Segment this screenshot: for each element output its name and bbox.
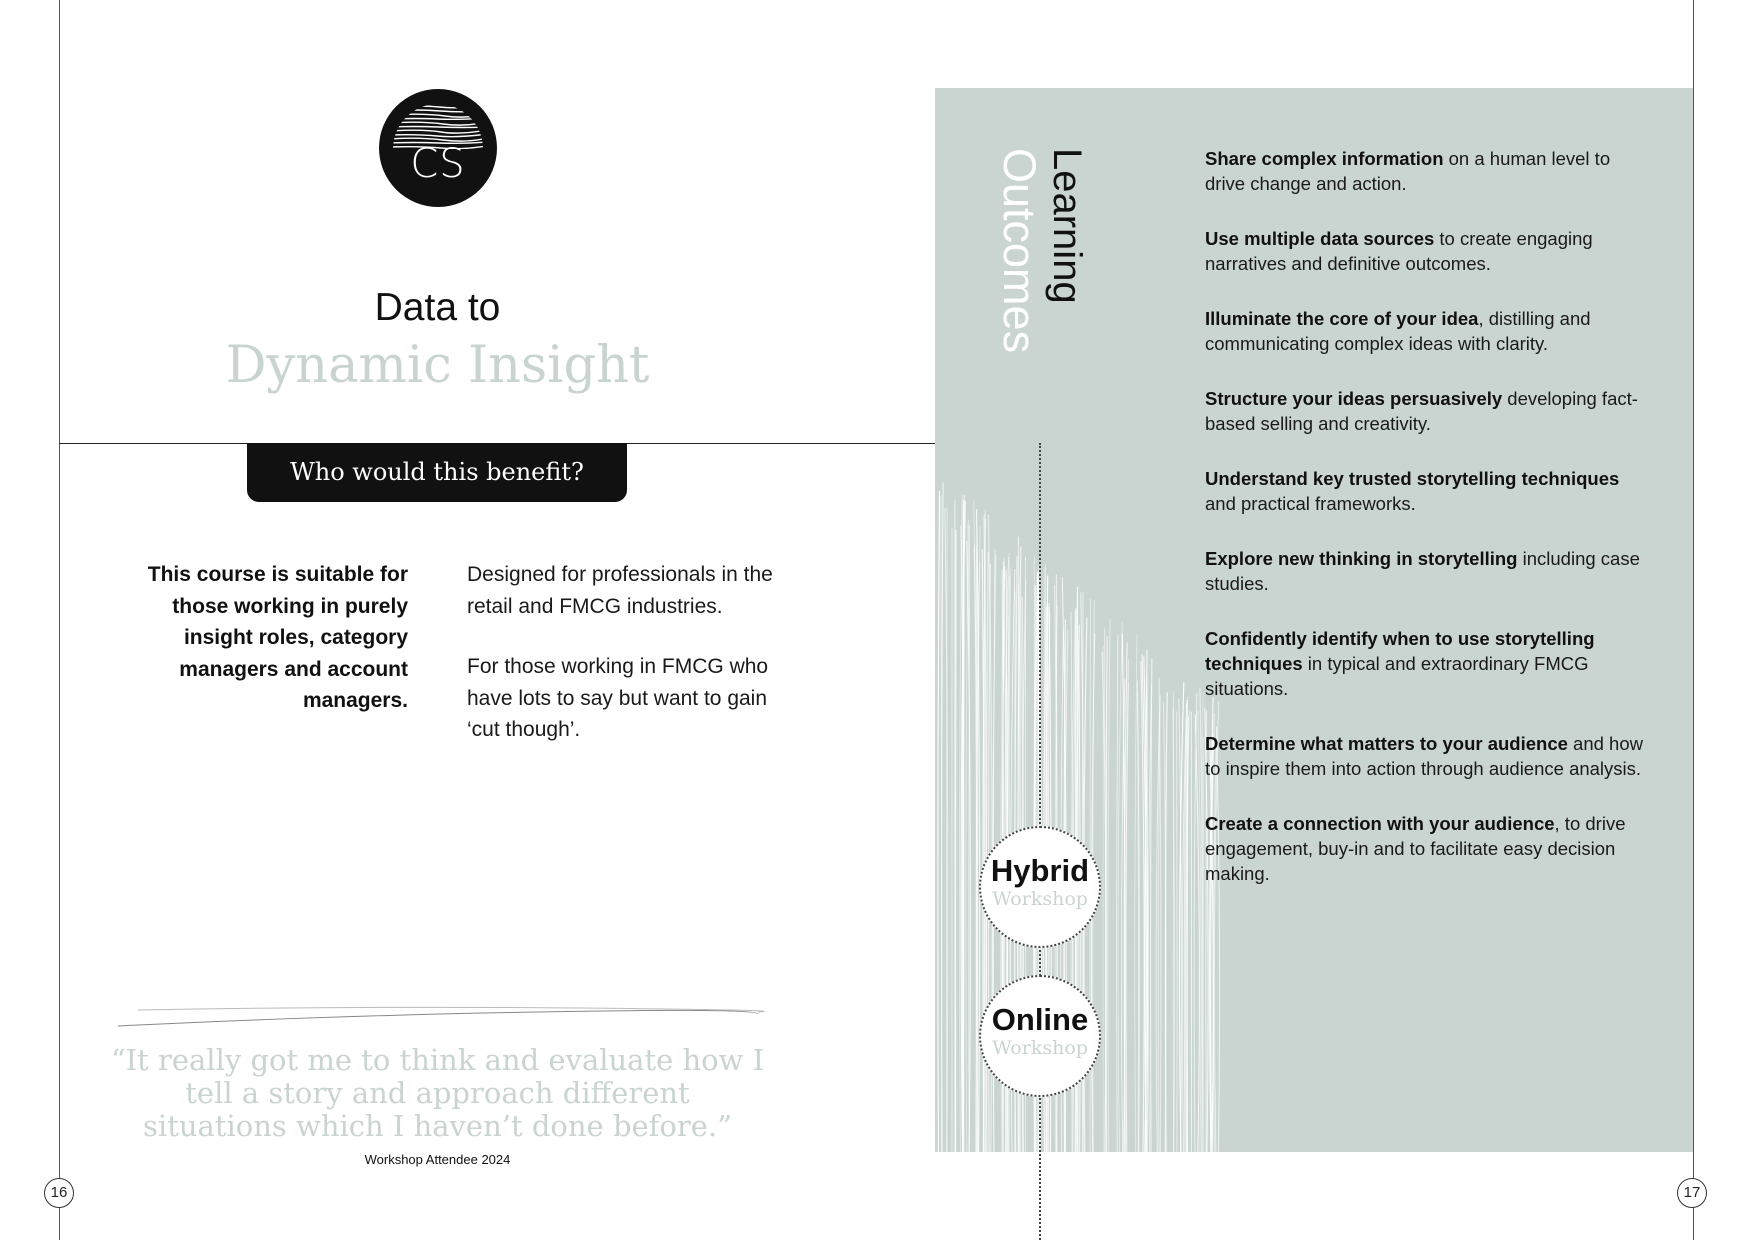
designed-text: [467, 559, 797, 746]
outcome-rest: and how to inspire them into action through audience analysis.: [1205, 733, 1643, 779]
outcome-bold: Explore new thinking in storytelling: [1205, 548, 1518, 569]
outcome-item: [1205, 306, 1650, 356]
badge-title: Hybrid: [990, 853, 1090, 888]
outcomes-list: [1205, 146, 1650, 886]
outcome-bold: Create a connection with your audience: [1205, 813, 1555, 834]
outcome-rest: , to drive engagement, buy-in and to facilitate easy decision making.: [1205, 813, 1626, 884]
badge-title: Online: [991, 1002, 1089, 1037]
designed-paragraph: For those working in FMCG who have lots to say but want to gain ‘cut though’.: [467, 655, 769, 741]
page-title-line2: Dynamic Insight: [225, 336, 650, 395]
hatch-stroke: [1117, 634, 1118, 1152]
outcome-rest: and practical frameworks.: [1205, 493, 1416, 514]
outcome-item: [1205, 626, 1650, 701]
badge-subtitle: Workshop: [992, 1037, 1088, 1059]
outcome-item: [1205, 811, 1650, 886]
badge-subtitle: Workshop: [992, 888, 1088, 910]
hatch-stroke: [1108, 619, 1110, 1152]
hatch-stroke: [1177, 711, 1178, 1152]
outcome-item: [1205, 146, 1650, 196]
outcome-bold: Determine what matters to your audience: [1205, 733, 1568, 754]
outcome-rest: to create engaging narratives and definitive outcomes.: [1205, 228, 1593, 274]
outcome-bold: Structure your ideas persuasively: [1205, 388, 1503, 409]
online-workshop-badge: [979, 975, 1101, 1097]
right-page-edge: [1693, 0, 1694, 1240]
outcome-bold: Understand key trusted storytelling techniques: [1205, 468, 1620, 489]
hatch-stroke: [974, 501, 977, 1152]
outcome-bold: Use multiple data sources: [1205, 228, 1435, 249]
outcome-item: [1205, 226, 1650, 276]
outcome-item: [1205, 466, 1650, 516]
hatch-stroke: [938, 491, 940, 1152]
hatch-stroke: [942, 482, 944, 1152]
outcome-item: [1205, 731, 1650, 781]
outcome-item: [1205, 546, 1650, 596]
hatch-stroke: [1159, 678, 1161, 1152]
outcome-bold: Illuminate the core of your idea: [1205, 308, 1479, 329]
designed-paragraph: Designed for professionals in the retail and FMCG industries.: [467, 563, 773, 618]
cs-logo: [379, 89, 497, 207]
logo-text: CS: [410, 141, 466, 187]
outcome-rest: developing fact-based selling and creativity.: [1205, 388, 1638, 434]
outcome-bold: Share complex information: [1205, 148, 1444, 169]
hatch-stroke: [1163, 701, 1166, 1152]
outcome-rest: including case studies.: [1205, 548, 1640, 594]
suitable-text: This course is suitable for those working in purely insight roles, category managers and account managers.: [147, 563, 408, 712]
hybrid-workshop-badge: [979, 826, 1101, 948]
left-page-edge: [59, 0, 60, 1240]
outcome-rest: in typical and extraordinary FMCG situations.: [1205, 653, 1589, 699]
quote-divider-lines: [118, 1000, 768, 1030]
learning-label: Learning: [1045, 148, 1089, 304]
page-number-left: 16: [44, 1178, 74, 1208]
outcome-rest: , distilling and communicating complex ideas with clarity.: [1205, 308, 1591, 354]
hatch-stroke: [1135, 635, 1137, 1152]
benefit-heading: Who would this benefit?: [247, 443, 627, 502]
page-number-right: 17: [1677, 1178, 1707, 1208]
testimonial-quote: “It really got me to think and evaluate how I tell a story and approach different situations which I haven’t done before.”: [110, 1043, 765, 1143]
outcome-rest: on a human level to drive change and action.: [1205, 148, 1611, 194]
hatch-stroke: [1102, 652, 1106, 1152]
page-title-line1: Data to: [374, 286, 501, 329]
testimonial-attribution: Workshop Attendee 2024: [364, 1152, 511, 1167]
outcome-bold: Confidently identify when to use storytelling techniques: [1205, 628, 1595, 674]
outcomes-label: Outcomes: [994, 148, 1045, 354]
outcome-item: [1205, 386, 1650, 436]
